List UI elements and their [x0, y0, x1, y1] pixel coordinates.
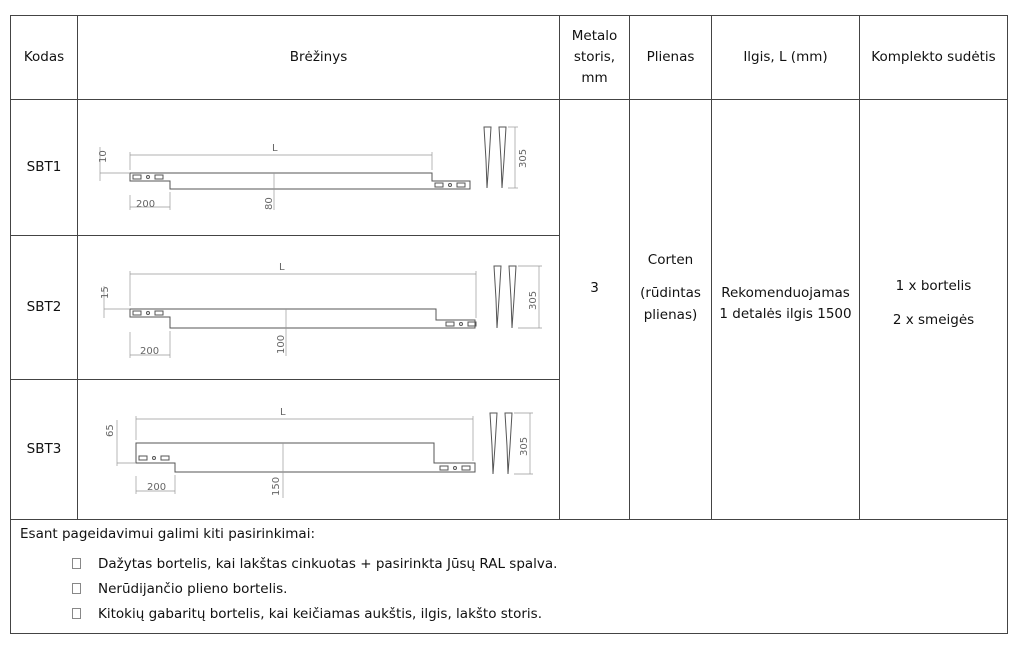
header-metalo-line1: Metalo — [571, 28, 618, 45]
bullet-box-icon — [72, 608, 81, 619]
dim-left-height-sbt1: 10 — [98, 150, 109, 163]
options-notes — [20, 524, 1010, 628]
dim-length-sbt2: L — [279, 262, 285, 273]
list-item — [72, 553, 1010, 574]
dim-length-sbt3: L — [280, 407, 286, 418]
drawing-sbt3 — [78, 380, 559, 519]
table-border-bottom — [10, 633, 1008, 634]
drawing-sbt2 — [78, 236, 559, 379]
bullet-box-icon — [72, 558, 81, 569]
length-recommendation — [712, 100, 859, 508]
kit-line1: 1 x bortelis — [895, 278, 972, 295]
kit-line2: 2 x smeigės — [892, 312, 975, 328]
header-metalo-line2: storis, — [573, 49, 616, 66]
length-line2: 1 detalės ilgis 1500 — [719, 306, 852, 322]
dim-depth-sbt3: 150 — [271, 476, 282, 496]
metal-thickness-value: 3 — [590, 279, 599, 296]
list-item — [72, 603, 1010, 624]
header-metalo-storis — [560, 16, 629, 99]
drawing-sbt1 — [78, 100, 559, 235]
header-metalo-line3: mm — [581, 69, 608, 86]
dim-length-sbt1: L — [272, 143, 278, 154]
list-item — [72, 578, 1010, 599]
options-intro: Esant pageidavimui galimi kiti pasirinkimai: — [20, 526, 315, 542]
length-line1: Rekomenduojamas — [721, 285, 850, 302]
dim-width-sbt2: 200 — [140, 346, 160, 357]
option-text: Kitokių gabaritų bortelis, kai keičiamas aukštis, ilgis, lakšto storis. — [98, 605, 542, 622]
dim-width-sbt1: 200 — [136, 199, 156, 210]
dim-stake-sbt2: 305 — [528, 290, 539, 310]
header-plienas: Plienas — [646, 49, 695, 66]
option-text: Nerūdijančio plieno bortelis. — [98, 580, 288, 597]
row-code-sbt1: SBT1 — [26, 159, 62, 176]
dim-stake-sbt3: 305 — [519, 436, 530, 456]
dim-left-height-sbt2: 15 — [100, 286, 111, 299]
steel-type — [630, 100, 711, 476]
dim-depth-sbt1: 80 — [264, 197, 275, 210]
steel-desc-line2: plienas) — [643, 306, 698, 323]
options-list — [20, 553, 1010, 624]
header-brezinys: Brėžinys — [289, 49, 348, 66]
steel-desc-line1: (rūdintas — [640, 285, 701, 302]
row-code-sbt3: SBT3 — [26, 441, 62, 458]
dim-width-sbt3: 200 — [147, 482, 167, 493]
header-ilgis: Ilgis, L (mm) — [743, 49, 828, 66]
dim-left-height-sbt3: 65 — [105, 424, 116, 437]
header-komplekto: Komplekto sudėtis — [871, 49, 996, 66]
bullet-box-icon — [72, 583, 81, 594]
option-text: Dažytas bortelis, kai lakštas cinkuotas + pasirinkta Jūsų RAL spalva. — [98, 555, 558, 572]
dim-stake-sbt1: 305 — [518, 148, 529, 168]
header-kodas: Kodas — [23, 49, 65, 66]
row-code-sbt2: SBT2 — [26, 299, 62, 316]
steel-name: Corten — [647, 251, 694, 268]
kit-contents — [860, 100, 1007, 508]
dim-depth-sbt2: 100 — [276, 334, 287, 354]
